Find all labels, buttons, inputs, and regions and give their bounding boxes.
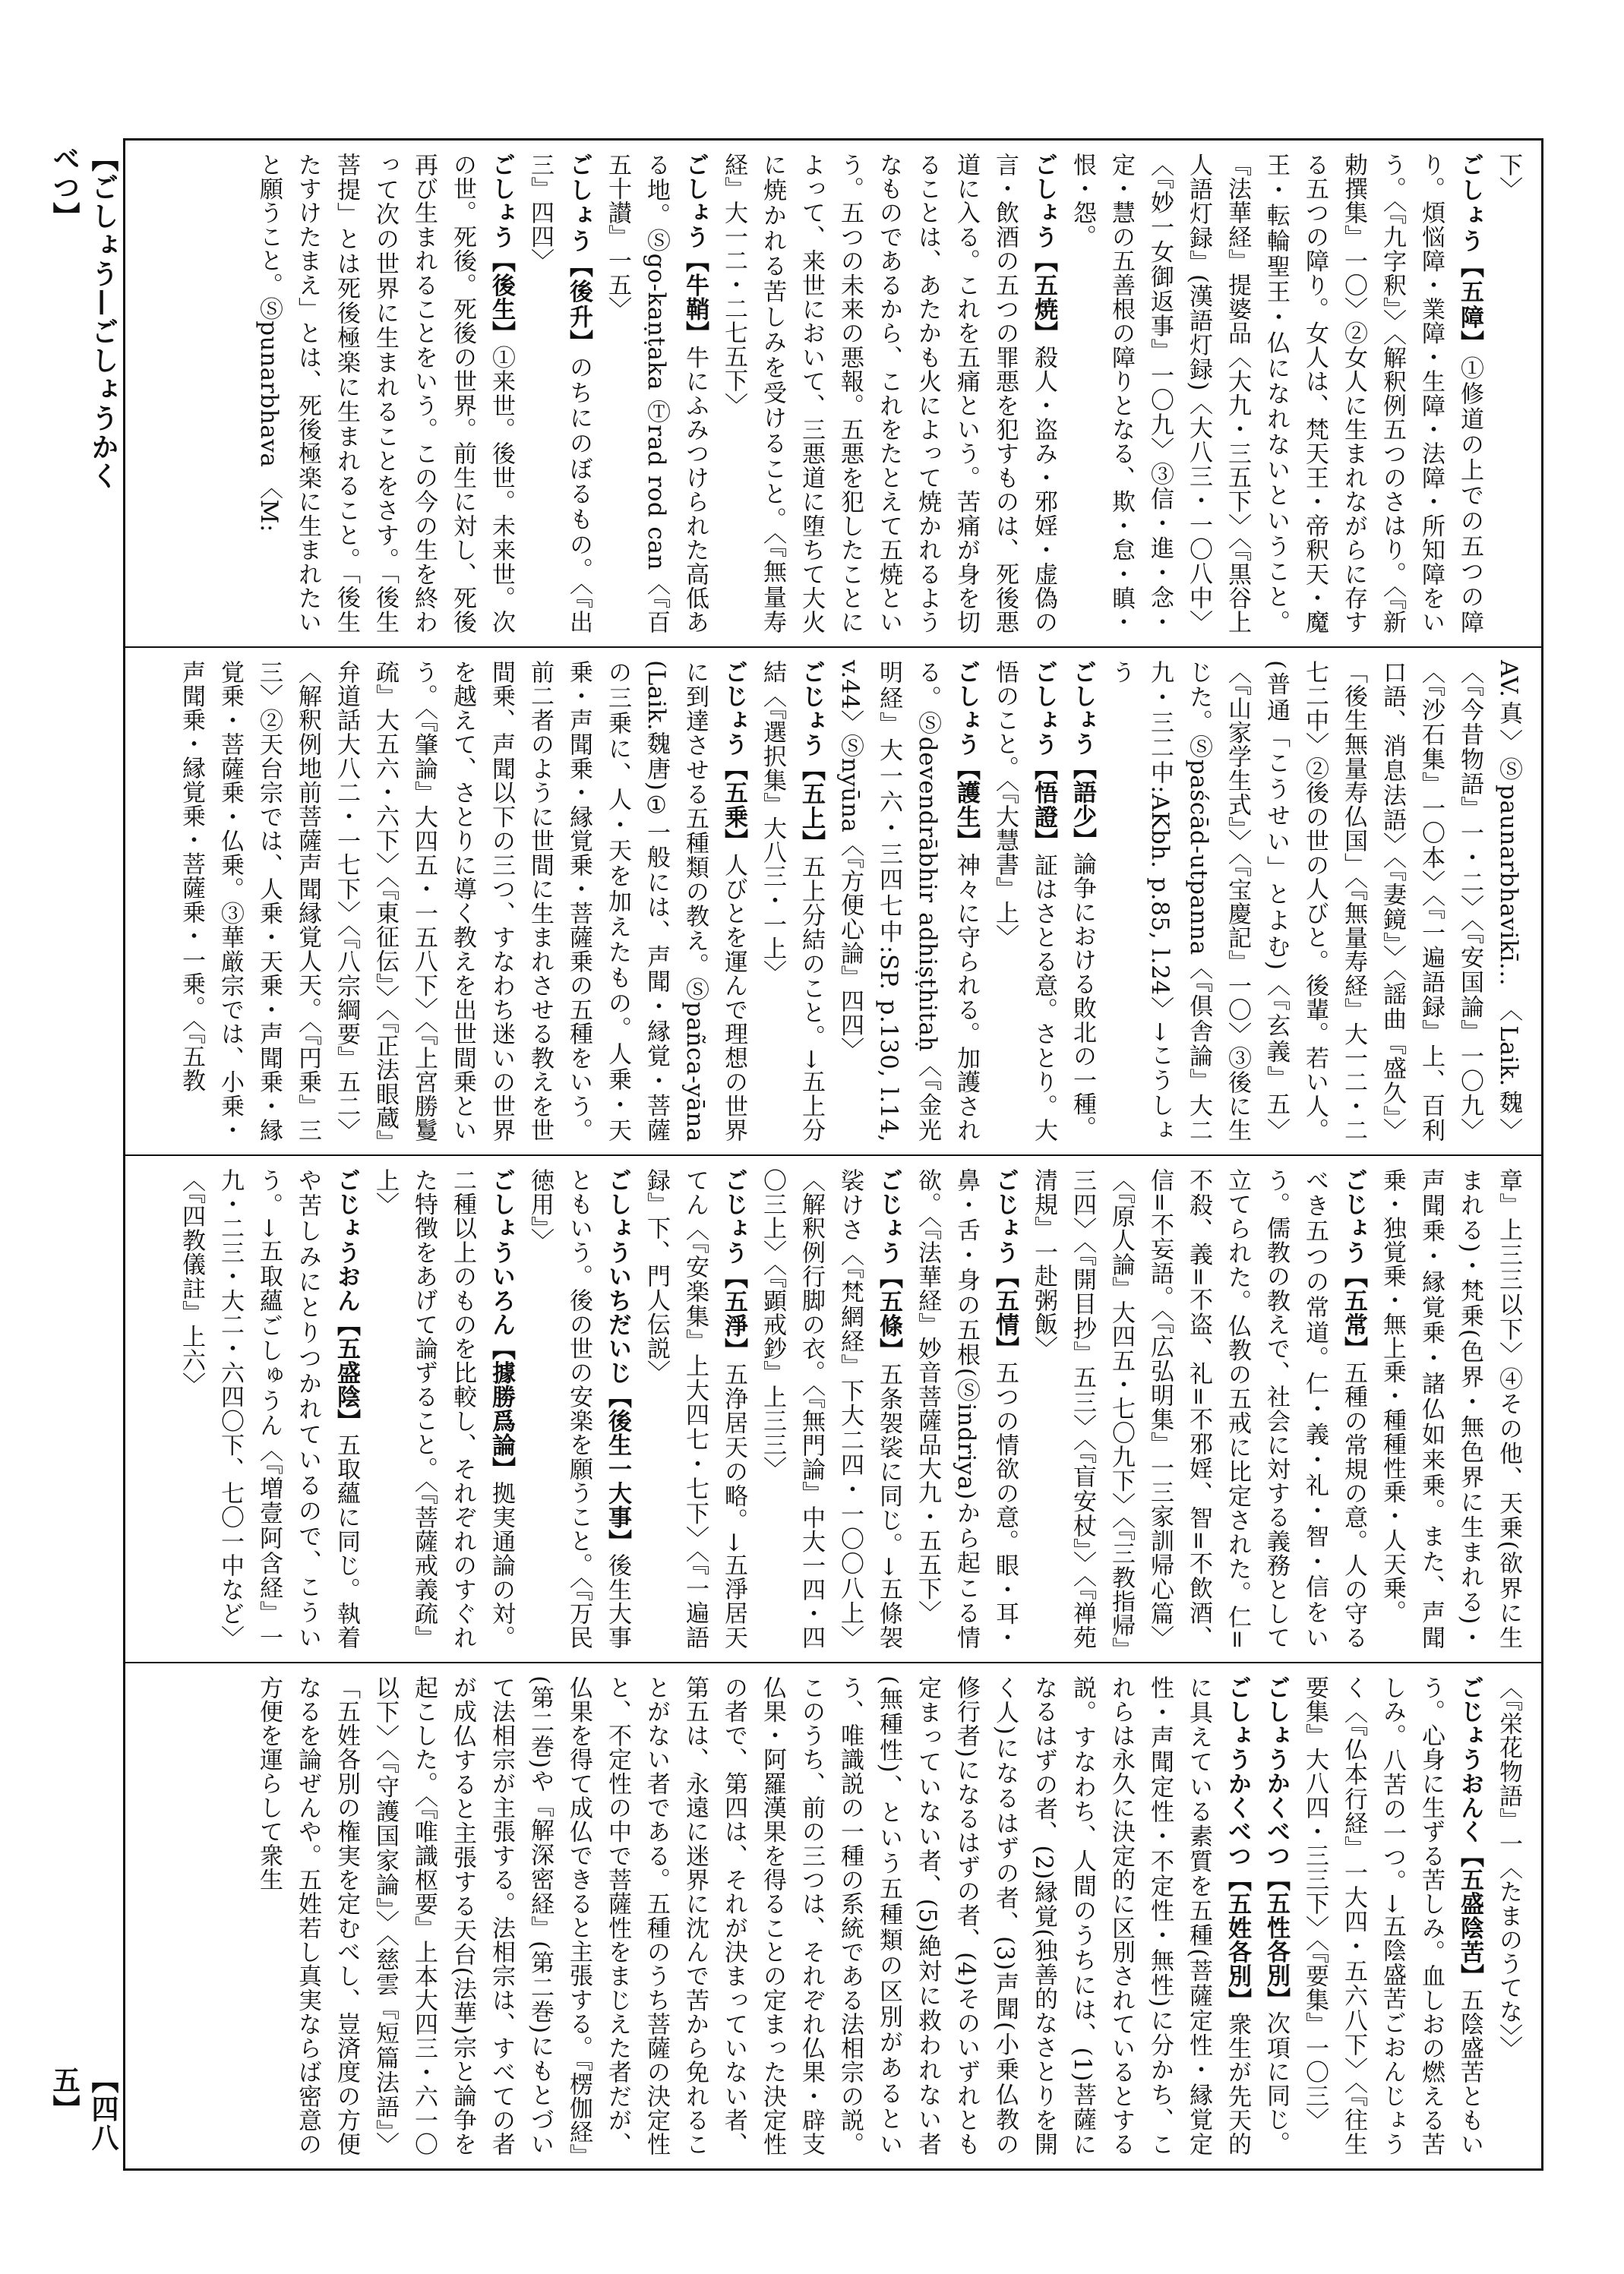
tier-4	[125, 1663, 1541, 2168]
entry	[371, 1168, 515, 1650]
entry	[1301, 1675, 1483, 2156]
entry	[991, 660, 1057, 1142]
entry-body: 次項に同じ。	[1262, 2011, 1290, 2156]
entry-body: 五上分結のこと。→五上分結〈『選択集』大八三・一上〉	[759, 660, 825, 1142]
entry	[604, 153, 709, 634]
entry-body: 牛にふみつけられた高低ある地。Ⓢgo-kaṇṭaka Ⓣrad rod can〈『百五十讃』一五〉	[604, 153, 709, 634]
entry-body: AV.真〉Ⓢpaunarbhavikī... 〈Laik.魏〉〈『今昔物語』一・二〉〈『安国論』一〇九〉〈『沙石集』一〇本〉〈『一遍語録』上、百利口語、消息法語〉〈『妻鏡』〉〈謡曲『盛久』〉「後生無量寿仏国」〈『無量寿経』大一二・二七二中〉②後の世の人びと。後輩。若い人。(普通「こうせい」とよむ)〈『玄義』五〉〈『山家学生式』〉〈『宝慶記』一〇〉③後に生じた。Ⓢpaścād-utpanna〈『倶舎論』大二九・三二中:AKbh. p.85, l.24〉→こうしょう	[1107, 660, 1522, 1142]
entry-body: 衆生が先天的に具えている素質を五種(菩薩定性・縁覚定性・声聞定性・不定性・無性)に分かち、これらは永久に決定的に区別されているとする説。すなわち、人間のうちには、(1)菩薩になるはずの者、(2)縁覚(独善的なさとりを開く人)になるはずの者、(3)声聞(小乗仏教の修行者)になるはずの者、(4)そのいずれとも定まっていない者、(5)絶対に救われない者(無種性)、という五種類の区別があるという、唯識説の一種の系統である法相宗の説。このうち、前の三つは、それぞれ仏果・辟支仏果・阿羅漢果を得ることの定まった決定性の者で、第四は、それが決まっていない者、第五は、永遠に迷界に沈んで苦から免れることがない者である。五種のうち菩薩の決定性と、不定性の中で菩薩性をまじえた者だが、仏果を得て成仏できると主張する。『楞伽経』(第二巻)や『解深密経』(第二巻)にもとづいて法相宗が主張する。法相宗は、すべての者が成仏すると主張する天台(法華)宗と論争を起こした。〈『唯識枢要』上本大四三・六一〇以下〉〈『守護国家論』〉〈慈雲『短篇法語』〉「五姓各別の権実を定むべし、豈済度の方便なるを論ぜんや。五姓若し真実ならば密意の方便を運らして衆生	[255, 1675, 1251, 2156]
entry-body: 章』上三三以下〉④その他、天乗(欲界に生まれる)・梵乗(色界・無色界に生まれる)・声聞乗・縁覚乗・諸仏如来乗。また、声聞乗・独覚乗・無上乗・種種性乗・人天乗。	[1379, 1168, 1522, 1650]
entry	[1495, 1675, 1522, 2060]
entry	[914, 1168, 1019, 1650]
entry-headword: ごしょう【悟證】	[1030, 660, 1057, 854]
entry	[526, 153, 592, 634]
entry-body: 五つの情欲の意。眼・耳・鼻・舌・身の五根(Ⓢindriya)から起こる情欲。〈『法華経』妙音菩薩品大九・五五下〉	[914, 1168, 1019, 1650]
entry	[759, 660, 825, 1142]
entry	[1379, 1168, 1522, 1650]
entry-body: ①来世。後世。未来世。次の世。死後。死後の世界。前生に対し、死後再び生まれることをいう。この今の生を終わって次の世界に生まれることをさす。「後生菩提」とは死後極楽に生まれること。「後生たすけたまえ」とは、死後極楽に生まれたいと願うこと。Ⓢpunarbhava 〈M:	[255, 153, 515, 634]
entry-headword: ごじょうおんく【五盛陰苦】	[1456, 1675, 1483, 1988]
entry-body: 拠実通論の対。二種以上のものを比較し、それぞれのすぐれた特徴をあげて論ずること。〈『菩薩戒義疏』上〉	[371, 1168, 515, 1650]
entry-headword: ごじょう【五上】	[798, 660, 825, 855]
running-head: 【ごしょう—ごしょうかくべつ】	[49, 144, 119, 491]
entry-body: 五種の常規の意。人の守るべき五つの常道。仁・義・礼・智・信をいう。儒教の教えで、社会に対する義務として立てられた。仏教の五戒に比定された。仁=不殺、義=不盗、礼=不邪婬、智=不飲酒、信=不妄語。〈『広弘明集』一三家訓帰心篇〉〈『原人論』大四五・七〇九下〉〈『三教指帰』三四〉〈『開目抄』五三〉〈『盲安杖』〉〈『禅苑清規』一赴粥飯〉	[1030, 1168, 1367, 1650]
entry-headword: ごしょうかくべつ【五姓各別】	[1224, 1675, 1251, 2013]
entry	[1495, 153, 1522, 201]
entry-headword: ごしょう【語少】	[1069, 660, 1096, 852]
entry-body: 論争における敗北の一種。	[1069, 851, 1096, 1141]
page-number: 【四八五】	[49, 2066, 119, 2152]
entry-headword: ごじょう【五情】	[991, 1168, 1019, 1361]
entry-body: 下〉	[1495, 153, 1522, 201]
entry-headword: ごしょう【五焼】	[1030, 153, 1057, 346]
entry-body: 殺人・盗み・邪婬・虚偽の言・飲酒の五つの罪悪を犯すものは、死後悪道に入る。これを五痛という。苦痛が身を切ることは、あたかも火によって焼かれるようなものであるから、これをたとえて五焼という。五つの未来の悪報。五悪を犯したことによって、来世において、三悪道に堕ちて大火に焼かれる苦しみを受けること。〈『無量寿経』大一二・二七五下〉	[720, 153, 1057, 634]
entry	[1107, 660, 1522, 1142]
entry-body: 五取蘊に同じ。執着や苦しみにとりつかれているので、こういう。→五取蘊ごしゅうん〈『増壹阿含経』一九・二三・大二・六四〇下、七〇一中など〉〈『四教儀註』上六〉	[178, 1168, 360, 1650]
entry-body: 後生大事ともいう。後の世の安楽を願うこと。〈『万民徳用』〉	[526, 1168, 631, 1650]
dictionary-frame	[123, 138, 1543, 2171]
entry	[836, 660, 980, 1142]
entry	[1030, 1168, 1367, 1650]
entry-headword: ごしょういちだいじ【後生一大事】	[604, 1168, 631, 1554]
entry-body: 〈『栄花物語』一〈たまのうてな〉〉	[1495, 1675, 1522, 2061]
entry	[1262, 1675, 1290, 2156]
entry	[255, 153, 515, 634]
entry-headword: ごしょう【牛鞘】	[681, 153, 709, 346]
entry	[178, 660, 747, 1142]
entry-body: 証はさとる意。さとり。大悟のこと。〈『大慧書』上〉	[991, 660, 1057, 1142]
tier-2-text	[125, 648, 1541, 1154]
entry-body: 人びとを運んで理想の世界に到達させる五種類の教え。Ⓢpañca-yāna (Laik.魏唐)①一般には、声聞・縁覚・菩薩の三乗に、人・天を加えたもの。人乗・天乗・声聞乗・縁覚乗・菩薩乗の五種をいう。前二者のように世間に生まれさせる教えを世間乗、声聞以下の三つ、すなわち迷いの世界を越えて、さとりに導く教えを出世間乗という。〈『肇論』大四五・一五八下〉〈『上宮勝鬘疏』大五六・六下〉〈『東征伝』〉〈『正法眼蔵』弁道話大八二・一七下〉〈『八宗綱要』五二〉〈解釈例地前菩薩声聞縁覚人天。〈『円乗』三三〉②天台宗では、人乗・天乗・声聞乗・縁覚乗・菩薩乗・仏乗。③華厳宗では、小乗・声聞乗・縁覚乗・菩薩乗・一乗。〈『五教	[178, 660, 747, 1142]
entry-body: ①修道の上での五つの障り。煩悩障・業障・生障・法障・所知障をいう。〈『九字釈』〉〈解釈例五つのさはり。〈『新勅撰集』一〇〉②女人に生まれながらに存する五つの障り。女人は、梵天王・帝釈天・魔王・転輪聖王・仏になれないということ。『法華経』提婆品〈大九・三五下〉〈『黒谷上人語灯録』(漢語灯録)〈大八三・一〇八中〉〈『妙一女御返事』一〇九〉③信・進・念・定・慧の五善根の障りとなる、欺・怠・瞋・恨・怨。	[1069, 153, 1483, 634]
tier-3-text	[125, 1156, 1541, 1662]
entry-body: のちにのぼるもの。〈『出三』四四〉	[526, 153, 592, 634]
entry-headword: ごじょう【五常】	[1340, 1168, 1367, 1361]
entry	[1069, 660, 1096, 1140]
entry-headword: ごしょういろん【據勝爲論】	[488, 1168, 515, 1482]
entry-headword: ごしょう【五障】	[1456, 153, 1483, 356]
entry	[759, 1168, 902, 1650]
tier-1	[125, 141, 1541, 648]
entry-headword: ごじょう【五乗】	[720, 660, 747, 854]
entry-body: 五浄居天の略。→五淨居天てん〈『安楽集』上大四七・七下〉〈『一遍語録』下、門人伝説〉	[643, 1168, 747, 1650]
tier-3	[125, 1156, 1541, 1663]
entry	[178, 1168, 360, 1650]
entry-headword: ごじょう【五淨】	[720, 1168, 747, 1363]
entry-body: 五陰盛苦ともいう。心身に生ずる苦しみ。血しおの燃える苦しみ。八苦の一つ。→五陰盛苦ごおんじょうく〈『仏本行経』一大四・五六八下〉〈『往生要集』大八四・三三下〉〈『要集』一〇三〉	[1301, 1675, 1483, 2156]
tier-4-text	[125, 1663, 1541, 2168]
entry-headword: ごしょう【護生】	[953, 660, 980, 854]
entry-headword: ごしょう【後生】	[488, 153, 515, 346]
entry	[526, 1168, 631, 1650]
entry-headword: ごしょうかくべつ【五性各別】	[1262, 1675, 1290, 2012]
entry-headword: ごじょう【五條】	[875, 1168, 902, 1363]
tier-1-text	[125, 141, 1541, 646]
entry-headword: ごしょう【後升】	[565, 153, 592, 355]
entry	[1069, 153, 1483, 634]
entry	[720, 153, 1057, 634]
entry	[643, 1168, 747, 1650]
entry-body: 神々に守られる。加護される。Ⓢdevendrābhir adhiṣṭhitaḥ〈『金光明経』大一六・三四七中:SP. p.130, l.14, v.44〉Ⓢnyūna〈『方便心論』四四〉	[836, 660, 980, 1142]
entry-headword: ごじょうおん【五盛陰】	[333, 1168, 360, 1433]
tier-2	[125, 648, 1541, 1156]
entry	[255, 1675, 1251, 2156]
entry-body: 五条袈裟に同じ。→五條袈裟けさ〈『梵網経』下大二四・一〇〇八上〉〈解釈例行脚の衣。〈『無門論』中大一四・四〇三上〉〈『顕戒鈔』上三三〉	[759, 1168, 902, 1650]
